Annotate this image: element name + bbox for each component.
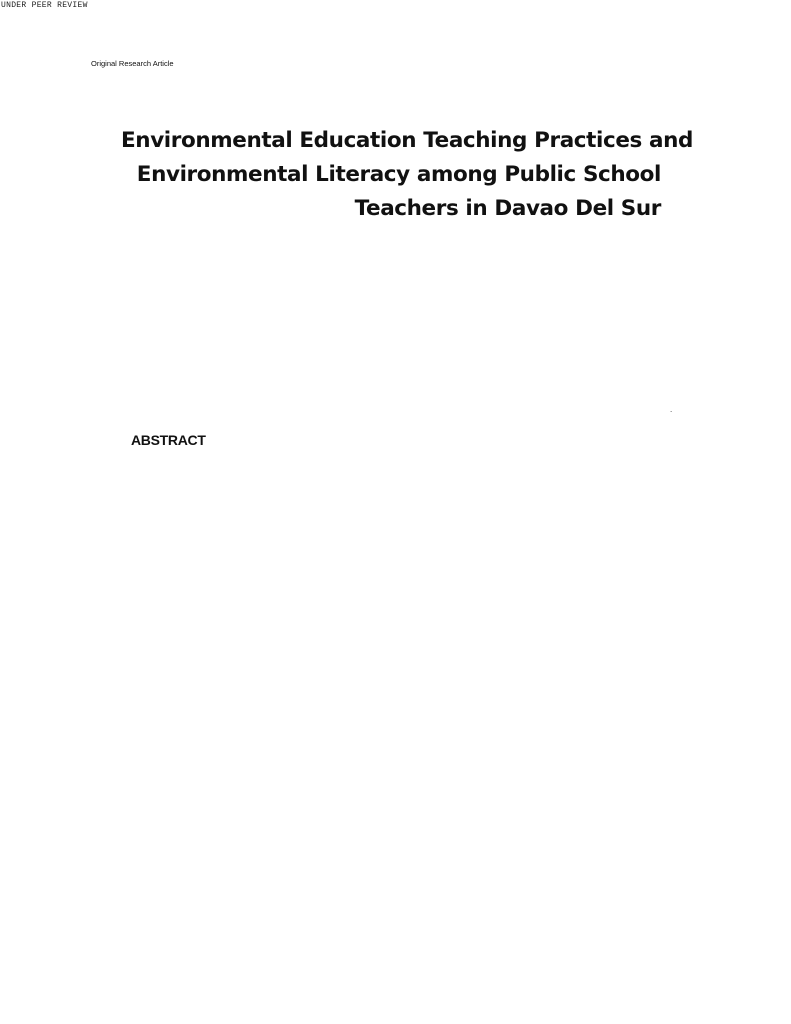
abstract-heading: ABSTRACT [131, 432, 206, 448]
peer-review-watermark: UNDER PEER REVIEW [1, 1, 88, 10]
paper-title-line-2: Environmental Literacy among Public School [136, 162, 661, 187]
paper-title [121, 124, 694, 226]
paper-title-line-1: Environmental Education Teaching Practices and [121, 128, 694, 153]
stray-mark: . [670, 405, 673, 414]
paper-title-line-3: Teachers in Davao Del Sur [354, 196, 661, 221]
article-type-label: Original Research Article [91, 59, 174, 68]
